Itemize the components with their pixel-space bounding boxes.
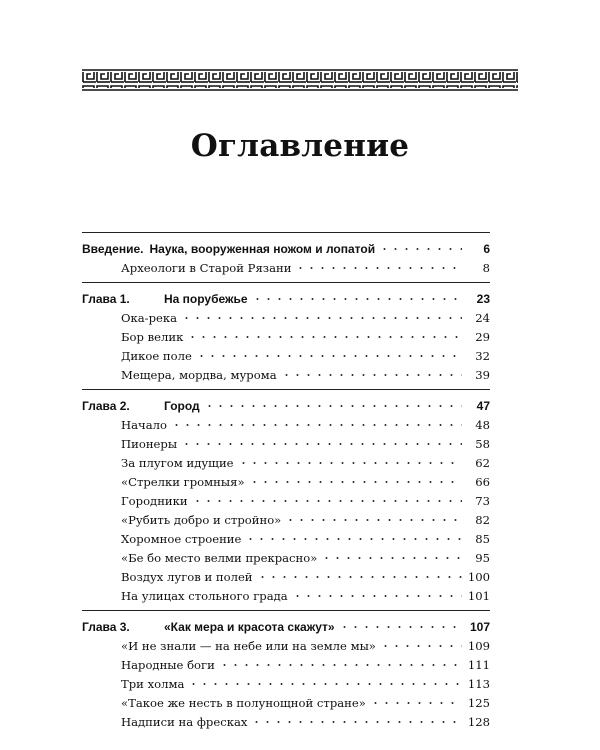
page-number: 85 xyxy=(475,532,490,546)
item-title: Ока-река xyxy=(121,311,178,325)
leader-dots xyxy=(204,402,462,410)
page-number: 47 xyxy=(476,399,490,413)
page-number: 107 xyxy=(469,620,490,634)
page-number: 109 xyxy=(467,639,490,653)
leader-dots xyxy=(257,573,462,581)
page-number: 125 xyxy=(467,696,490,710)
page-title: Оглавление xyxy=(190,128,410,164)
leader-dots xyxy=(251,718,462,726)
item-title: «Стрелки громныя» xyxy=(121,475,245,489)
page-number: 48 xyxy=(475,418,490,432)
toc-item-row[interactable] xyxy=(82,585,490,604)
page-number: 101 xyxy=(467,589,490,603)
page-number: 66 xyxy=(475,475,490,489)
toc-section-chapter-2 xyxy=(82,389,490,604)
leader-dots xyxy=(245,535,462,543)
toc-section-chapter-3 xyxy=(82,610,490,730)
chapter-title: «Как мера и красота скажут» xyxy=(164,620,335,634)
chapter-number: Глава 1. xyxy=(82,292,130,306)
toc-item-row[interactable] xyxy=(82,433,490,452)
item-title: «Рубить добро и стройно» xyxy=(121,513,282,527)
leader-dots xyxy=(188,680,462,688)
leader-dots xyxy=(196,352,462,360)
toc-item-row[interactable] xyxy=(82,364,490,383)
item-title: Начало xyxy=(121,418,167,432)
page-number: 6 xyxy=(483,242,490,256)
item-title: Надписи на фресках xyxy=(121,715,248,729)
page-number: 8 xyxy=(482,261,490,275)
greek-key-border-icon xyxy=(82,68,518,92)
leader-dots xyxy=(192,497,462,505)
chapter-title: На порубежье xyxy=(164,292,248,306)
item-title: Бор велик xyxy=(121,330,184,344)
item-title: Археологи в Старой Рязани xyxy=(121,261,292,275)
item-title: «Такое же несть в полунощной стране» xyxy=(121,696,366,710)
toc-item-row[interactable] xyxy=(82,711,490,730)
page-number: 82 xyxy=(475,513,490,527)
toc-item-row[interactable] xyxy=(82,414,490,433)
toc-item-row[interactable] xyxy=(82,509,490,528)
toc-item-row[interactable] xyxy=(82,345,490,364)
item-title: Дикое поле xyxy=(121,349,192,363)
leader-dots xyxy=(219,661,462,669)
page-number: 73 xyxy=(475,494,490,508)
chapter-title: Город xyxy=(164,399,200,413)
page-number: 113 xyxy=(467,677,490,691)
item-title: «Бе бо место велми прекрасно» xyxy=(121,551,318,565)
toc-chapter-row[interactable] xyxy=(82,287,490,307)
page-number: 128 xyxy=(467,715,490,729)
leader-dots xyxy=(339,623,462,631)
leader-dots xyxy=(379,245,462,253)
toc-item-row[interactable] xyxy=(82,452,490,471)
page-number: 58 xyxy=(475,437,490,451)
chapter-number: Глава 3. xyxy=(82,620,130,634)
page-number: 24 xyxy=(475,311,490,325)
leader-dots xyxy=(181,314,462,322)
chapter-number: Глава 2. xyxy=(82,399,130,413)
toc-item-row[interactable] xyxy=(82,547,490,566)
leader-dots xyxy=(171,421,462,429)
leader-dots xyxy=(249,478,462,486)
item-title: За плугом идущие xyxy=(121,456,234,470)
leader-dots xyxy=(285,516,462,524)
toc-item-row[interactable] xyxy=(82,528,490,547)
toc-item-row[interactable] xyxy=(82,692,490,711)
item-title: Пионеры xyxy=(121,437,178,451)
toc-chapter-row[interactable] xyxy=(82,394,490,414)
page-number: 23 xyxy=(476,292,490,306)
item-title: Городники xyxy=(121,494,188,508)
item-title: Воздух лугов и полей xyxy=(121,570,253,584)
toc-item-row[interactable] xyxy=(82,307,490,326)
toc-chapter-row[interactable] xyxy=(82,615,490,635)
toc-item-row[interactable] xyxy=(82,490,490,509)
page-number: 100 xyxy=(467,570,490,584)
leader-dots xyxy=(380,642,462,650)
item-title: На улицах стольного града xyxy=(121,589,288,603)
toc-item-row[interactable] xyxy=(82,471,490,490)
item-title: Три холма xyxy=(121,677,185,691)
toc-section-intro xyxy=(82,232,490,276)
toc-chapter-row[interactable] xyxy=(82,237,490,257)
table-of-contents xyxy=(82,232,490,736)
leader-dots xyxy=(292,592,462,600)
page-number: 62 xyxy=(475,456,490,470)
leader-dots xyxy=(370,699,462,707)
leader-dots xyxy=(321,554,462,562)
page-number: 29 xyxy=(475,330,490,344)
item-title: Мещера, мордва, мурома xyxy=(121,368,277,382)
leader-dots xyxy=(187,333,462,341)
page-number: 32 xyxy=(475,349,490,363)
toc-section-chapter-1 xyxy=(82,282,490,383)
leader-dots xyxy=(181,440,462,448)
leader-dots xyxy=(281,371,462,379)
chapter-number: Введение. xyxy=(82,242,144,256)
item-title: Народные боги xyxy=(121,658,215,672)
toc-item-row[interactable] xyxy=(82,566,490,585)
leader-dots xyxy=(252,295,462,303)
leader-dots xyxy=(238,459,462,467)
page-number: 111 xyxy=(467,658,490,672)
toc-item-row[interactable] xyxy=(82,635,490,654)
leader-dots xyxy=(295,264,462,272)
item-title: Хоромное строение xyxy=(121,532,242,546)
toc-item-row[interactable] xyxy=(82,654,490,673)
toc-item-row[interactable] xyxy=(82,673,490,692)
chapter-title: Наука, вооруженная ножом и лопатой xyxy=(149,242,376,256)
page-number: 95 xyxy=(475,551,490,565)
item-title: «И не знали — на небе или на земле мы» xyxy=(121,639,376,653)
toc-item-row[interactable] xyxy=(82,326,490,345)
page-number: 39 xyxy=(475,368,490,382)
toc-item-row[interactable] xyxy=(82,257,490,276)
